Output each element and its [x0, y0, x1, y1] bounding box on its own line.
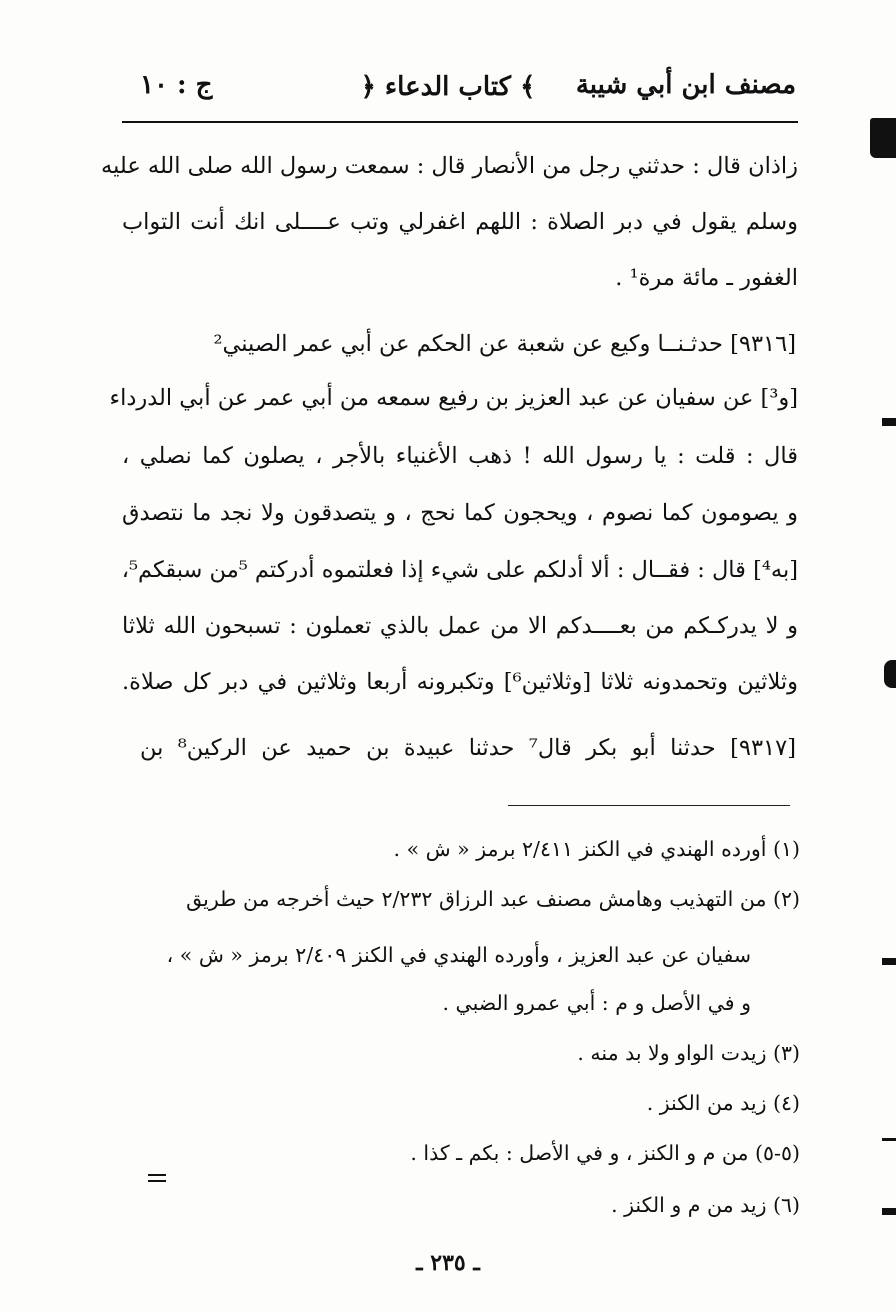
body-line: الغفور ـ مائة مرة¹ . — [615, 265, 798, 291]
body-line: و لا يدركـكم من بعــــدكم الا من عمل بالذي تعملون : تسبحون الله ثلاثا — [122, 613, 798, 639]
page-number: ـ ٢٣٥ ـ — [416, 1250, 480, 1276]
body-line: [٩٣١٦] حدثـنــا وكيع عن شعبة عن الحكم عن أبي عمر الصيني² — [213, 331, 796, 357]
body-line: [و³] عن سفيان عن عبد العزيز بن رفيع سمعه من أبي عمر عن أبي الدرداء — [109, 385, 798, 411]
scan-edge-mark — [148, 1174, 166, 1176]
footnote-line: (٢) من التهذيب وهامش مصنف عبد الرزاق ٢/٢٣٢ حيث أخرجه من طريق — [186, 887, 800, 911]
running-head-book-title: مصنف ابن أبي شيبة — [575, 70, 796, 100]
header-rule — [122, 121, 798, 123]
footnote-line: (١) أورده الهندي في الكنز ٢/٤١١ برمز « ش » . — [393, 837, 800, 861]
scan-edge-mark — [882, 1138, 896, 1141]
footnote-separator — [508, 805, 790, 806]
scan-edge-mark — [882, 418, 896, 426]
body-line: قال : قلت : يا رسول الله ! ذهب الأغنياء بالأجر ، يصلون كما نصلي ، — [122, 443, 798, 469]
footnote-line: سفيان عن عبد العزيز ، وأورده الهندي في الكنز ٢/٤٠٩ برمز « ش » ، — [166, 943, 751, 967]
body-line: وسلم يقول في دبر الصلاة : اللهم اغفرلي وتب عــــلى انك أنت التواب — [122, 209, 798, 235]
body-line: زاذان قال : حدثني رجل من الأنصار قال : سمعت رسول الله صلى الله عليه — [101, 153, 798, 179]
body-line: [به⁴] قال : فقــال : ألا أدلكم على شيء إذا فعلتموه أدركتم ⁵من سبقكم⁵، — [121, 557, 798, 583]
body-line: و يصومون كما نصوم ، ويحجون كما نحج ، و يتصدقون ولا نجد ما نتصدق — [122, 500, 798, 526]
footnote-line: و في الأصل و م : أبي عمرو الضبي . — [442, 991, 751, 1015]
footnote-line: (٤) زيد من الكنز . — [646, 1091, 800, 1115]
footnote-line: (٣) زيدت الواو ولا بد منه . — [577, 1041, 800, 1065]
scan-edge-mark — [882, 958, 896, 965]
footnote-line: (٦) زيد من م و الكنز . — [611, 1193, 800, 1217]
scan-edge-mark — [148, 1180, 166, 1182]
footnote-line: (٥-٥) من م و الكنز ، و في الأصل : بكم ـ كذا . — [410, 1141, 800, 1165]
body-line: وثلاثين وتحمدونه ثلاثا [وثلاثين⁶] وتكبرونه أربعا وثلاثين في دبر كل صلاة. — [122, 669, 798, 695]
scan-edge-mark — [884, 660, 896, 688]
scan-edge-mark — [870, 118, 896, 158]
scan-edge-mark — [882, 1208, 896, 1215]
running-head-volume: ج : ١٠ — [140, 70, 213, 100]
body-line: [٩٣١٧] حدثنا أبو بكر قال⁷ حدثنا عبيدة بن حميد عن الركين⁸ بن — [140, 735, 796, 761]
running-head-chapter-title: ﴿ كتاب الدعاء ﴾ — [360, 72, 536, 102]
